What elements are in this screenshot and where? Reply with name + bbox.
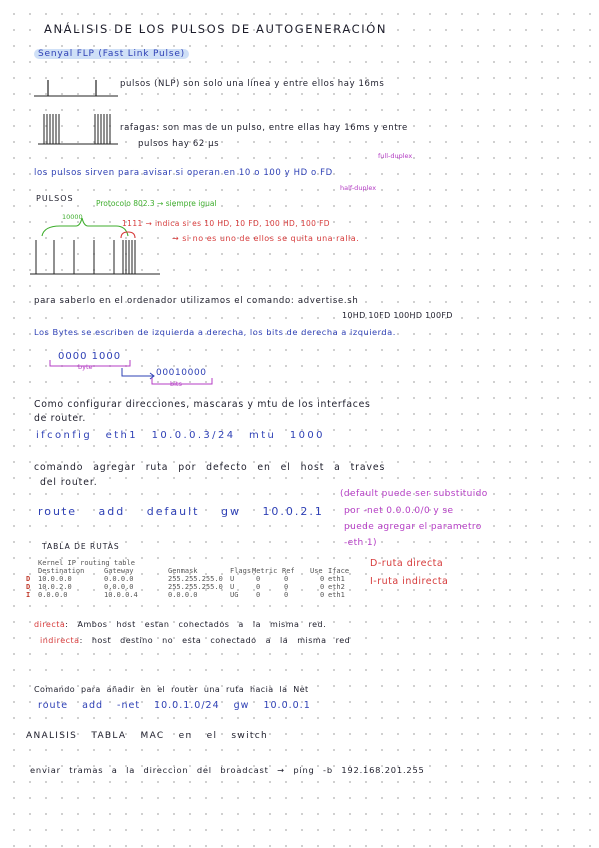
byte-example: 0000 1000 (58, 351, 122, 362)
table-cell: 0 (320, 591, 325, 599)
header-gateway: Gateway (104, 567, 134, 575)
byte-label: byte (78, 363, 93, 371)
config-question-2: de router. (34, 413, 87, 424)
route-type-marker: I (26, 591, 31, 599)
table-cell: eth1 (328, 575, 345, 583)
bits-1111-note: 1111 → indica si es 10 HD, 10 FD, 100 HD, 100 FD (122, 219, 330, 228)
header-ref: Ref (282, 567, 295, 575)
table-cell: 0 (320, 575, 325, 583)
bits-label: bits (170, 380, 182, 388)
routes-table-title: TABLA DE RUTAS (42, 542, 120, 551)
table-cell: 0 (320, 583, 325, 591)
route-add-default-command: route add default gw 10.0.2.1 (38, 505, 324, 518)
table-cell: U (230, 583, 235, 591)
burst-pulse-diagram (38, 108, 120, 148)
legend-direct-route: D-ruta directa (370, 558, 444, 569)
table-cell: 255.255.255.0 (168, 583, 223, 591)
default-route-question-1: comando agregar ruta por defecto en el host a traves (34, 462, 386, 473)
burst-note-1: rafagas: son mas de un pulso, entre ellas hay 16ms y entre (120, 123, 408, 133)
header-use: Use (310, 567, 323, 575)
mac-heading: ANALISIS TABLA MAC en el switch (26, 731, 268, 741)
pulses-purpose: los pulsos sirven para avisar si operan en 10 o 100 y HD o FD (34, 168, 333, 178)
table-cell: 0 (284, 575, 289, 583)
table-cell: 255.255.255.0 (168, 575, 223, 583)
table-cell: 0.0.0.0 (168, 591, 198, 599)
net-route-question: Comando para añadir en el router una ruta hacia la Net (34, 685, 309, 694)
table-cell: eth2 (328, 583, 345, 591)
header-metric: Metric (252, 567, 278, 575)
directa-text: : Ambos host estan conectados a la misma red. (65, 620, 327, 629)
advertise-line: para saberlo en el ordenador utilizamos el comando: advertise.sh (34, 296, 359, 306)
directa-definition (34, 620, 326, 629)
route-type-marker: D (26, 575, 31, 583)
half-duplex-label: half-duplex (340, 184, 377, 192)
default-route-question-2: del router. (40, 477, 98, 488)
protocol-note: Protocolo 802.3 → siempre igual (96, 199, 217, 208)
table-cell: 0.0.0.0 (38, 591, 68, 599)
table-cell: 0 (256, 591, 261, 599)
page-title: ANÁLISIS DE LOS PULSOS DE AUTOGENERACIÓN (44, 22, 388, 36)
table-cell: 0 (256, 575, 261, 583)
header-flags: Flags (230, 567, 252, 575)
table-cell: 0.0.0.0 (104, 575, 134, 583)
route-type-marker: D (26, 583, 31, 591)
default-note-line-4: -eth 1) (344, 538, 377, 548)
nlp-note: pulsos (NLP) son solo una línea y entre ellos hay 16ms (120, 79, 385, 89)
route-add-net-command: route add -net 10.0.1.0/24 gw 10.0.0.1 (38, 700, 311, 711)
burst-note-2: pulsos hay 62 µs (138, 139, 220, 149)
bits-10000-label: 10000 (62, 213, 83, 221)
nlp-pulse-diagram (32, 74, 122, 104)
table-cell: 0 (256, 583, 261, 591)
header-iface: Iface (328, 567, 350, 575)
table-cell: 0 (284, 583, 289, 591)
config-question-1: Como configurar direcciones, mascaras y mtu de los interfaces (34, 399, 371, 410)
indirecta-label: indirecta (40, 636, 80, 645)
header-genmask: Genmask (168, 567, 198, 575)
table-cell: 10.0.2.0 (38, 583, 72, 591)
no-line-note: → si no es uno de ellos se quita una ralla. (172, 234, 360, 243)
header-destination: Destination (38, 567, 85, 575)
directa-label: directa (34, 620, 66, 629)
table-cell: U (230, 575, 235, 583)
routing-table-caption: Kernel IP routing table (38, 559, 135, 567)
pulsos-label: PULSOS (36, 194, 74, 203)
flp-heading: Senyal FLP (Fast Link Pulse) (34, 49, 189, 59)
table-cell: 0.0.0.0 (104, 583, 134, 591)
table-cell: 10.0.0.0 (38, 575, 72, 583)
advertise-values: 10HD 10FD 100HD 100FD (342, 311, 453, 320)
indirecta-definition (40, 636, 350, 645)
bits-example: 00010000 (156, 368, 207, 378)
default-note-line-1: (default puede ser substituido (340, 489, 488, 499)
indirecta-text: : host destino no esta conectado a la misma red (79, 636, 351, 645)
default-note-line-3: puede agregar el parametro (344, 522, 482, 532)
table-cell: UG (230, 591, 239, 599)
table-cell: 0 (284, 591, 289, 599)
default-note-line-2: por -net 0.0.0.0/0 y se (344, 506, 454, 516)
pulsos-diagram (30, 204, 170, 278)
full-duplex-label: full-duplex (378, 152, 413, 160)
table-cell: 10.0.0.4 (104, 591, 138, 599)
broadcast-line: enviar tramas a la direccion del broadcast → ping -b 192.168.201.255 (30, 765, 425, 775)
table-cell: eth1 (328, 591, 345, 599)
bytes-note: Los Bytes se escriben de izquierda a derecha, los bits de derecha a izquierda. (34, 327, 396, 337)
byte-bracket (44, 360, 224, 396)
ifconfig-command: ifconfig eth1 10.0.0.3/24 mtu 1000 (36, 430, 325, 441)
legend-indirect-route: I-ruta indirecta (370, 576, 449, 587)
